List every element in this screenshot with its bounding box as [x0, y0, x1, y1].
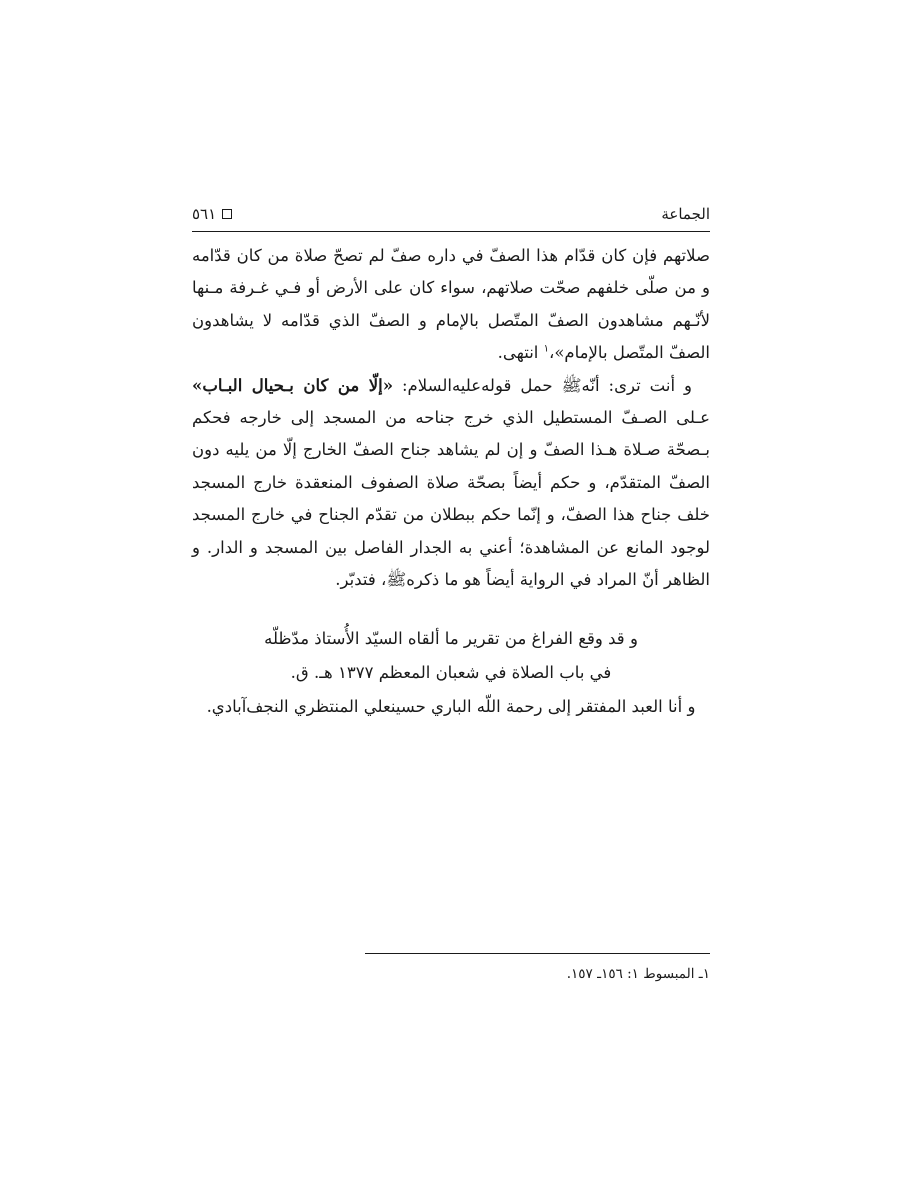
colophon-line1: و قد وقع الفراغ من تقرير ما ألقاه السيّد الأُستاذ مدّظلّه	[264, 629, 638, 648]
main-text	[192, 240, 710, 596]
colophon-line3: و أنا العبد المفتقر إلى رحمة اللّه الباري حسينعلي المنتظري النجف‌آبادي.	[206, 697, 696, 716]
p2-start: و أنت ترى: أنّه‌ﷺ حمل قوله‌عليه‌السلام:	[393, 375, 692, 395]
square-outline-icon	[222, 209, 232, 219]
colophon-line2: في باب الصلاة في شعبان المعظم ١٣٧٧ هـ. ق.	[290, 663, 612, 682]
colophon	[192, 622, 710, 724]
footnote-rule	[365, 953, 710, 954]
p1-line4-end: انتهى.	[497, 343, 539, 363]
chapter-title: الجماعة	[661, 205, 710, 223]
header-rule	[192, 231, 710, 232]
paragraph-commentary	[192, 370, 710, 597]
p1-line1: صلاتهم فإن كان قدّام هذا الصفّ في داره صفّ لم تصحّ صلاة من كان قدّامه و من	[192, 246, 710, 298]
p1-line4: بالإمام»،	[549, 343, 608, 363]
running-header	[192, 200, 710, 228]
p1-line2: صلّى خلفهم صحّت صلاتهم، سواء كان على الأرض أو فـي غـرفة مـنها لأنّـهم	[192, 278, 710, 330]
page-number-group	[192, 205, 232, 223]
paragraph-continued	[192, 240, 710, 370]
footnote: ١ـ المبسوط ١: ١٥٦ـ ١٥٧.	[566, 966, 710, 982]
p2-rest: عـلى الصـفّ المستطيل الذي خرج جناحه من المسجد إلى خارجه فحكم بـصحّة صـلاة هـذا الصفّ و إن لم يشاهد جناح الصفّ الخارج إلّا من يليه دون الصفّ المتقدّم، و حكم أيضاً بصحّة صلاة الصفوف المنعقدة خارج المسجد خلف جناح هذا الصفّ، و إنّما حكم ببطلان من تقدّم الجناح في خارج المسجد لوجود المانع عن المشاهدة؛ أعني به الجدار الفاصل بين المسجد و الدار. و الظاهر أنّ المراد في الرواية أيضاً هو ما ذكره‌ﷺ، فتدبّر.	[192, 408, 710, 590]
page-number: ٥٦١	[192, 205, 217, 223]
p1-line3: مشاهدون الصفّ المتّصل بالإمام و الصفّ الذي قدّامه لا يشاهدون الصفّ المتّصل	[192, 310, 710, 363]
hadith-quote: «إلّا من كان بـحيال البـاب»	[192, 375, 394, 395]
footnote-ref: ١	[543, 343, 550, 355]
